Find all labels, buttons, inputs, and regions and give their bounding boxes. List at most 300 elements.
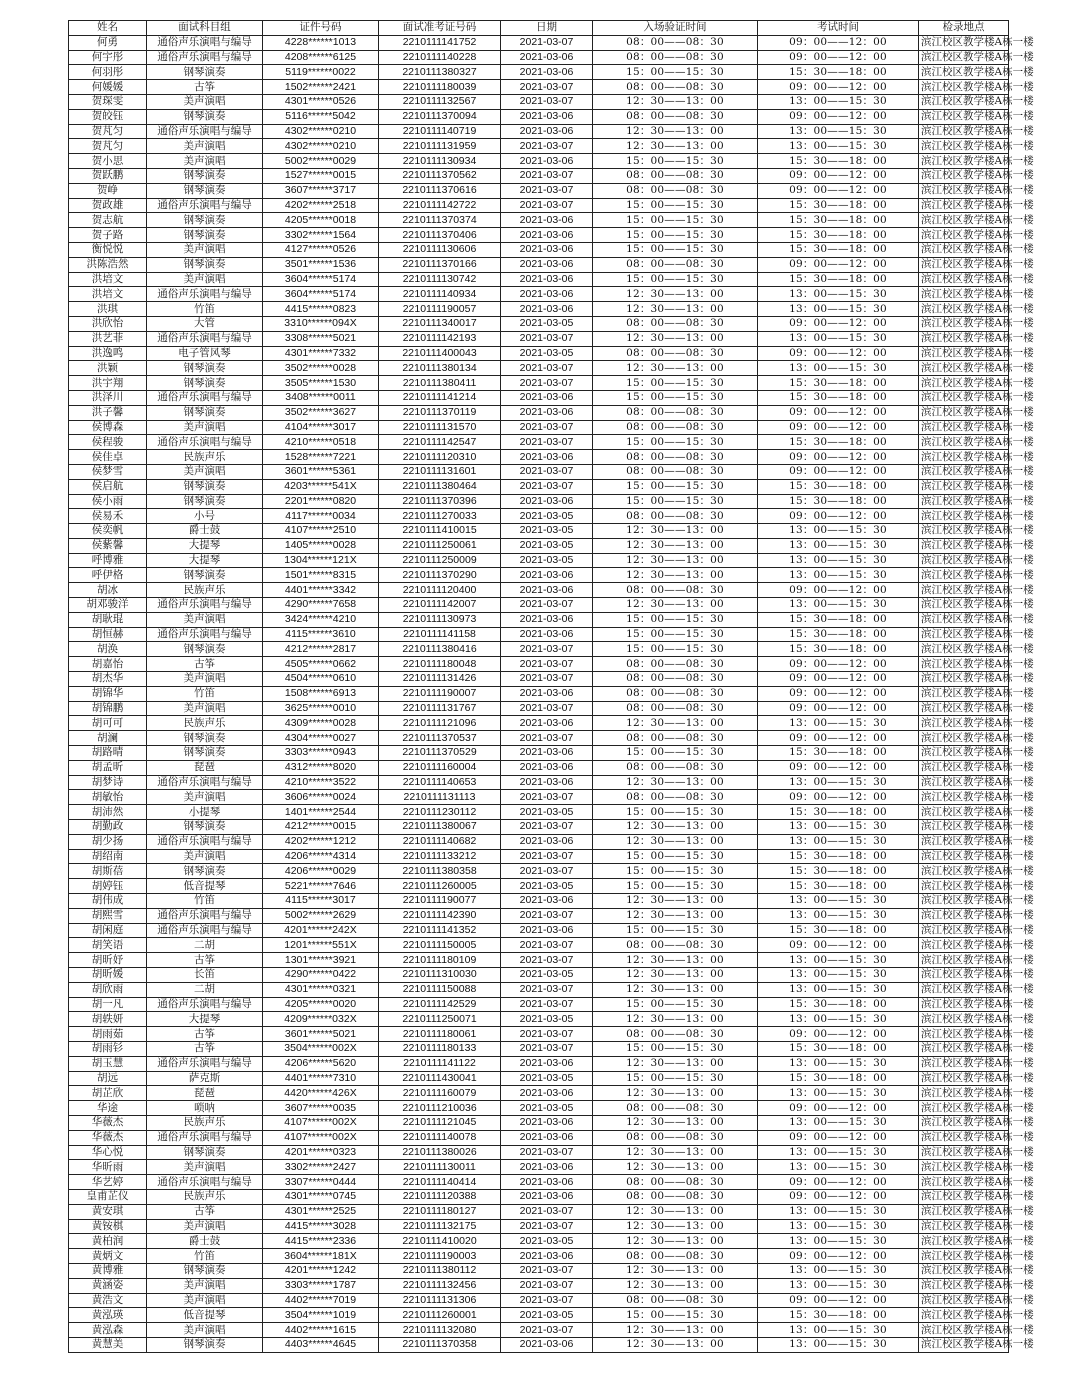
table-row (69, 1234, 1009, 1249)
cell-id-number: 4117******0034 (263, 509, 379, 524)
table-row (69, 908, 1009, 923)
cell-check-in-time: 12：30——13：00 (593, 553, 758, 568)
cell-subject-group: 低音提琴 (147, 879, 263, 894)
cell-subject-group: 钢琴演奏 (147, 731, 263, 746)
table-row (69, 612, 1009, 627)
cell-id-number: 4201******1242 (263, 1263, 379, 1278)
cell-check-in-time: 15：00——15：30 (593, 228, 758, 243)
cell-subject-group: 古筝 (147, 80, 263, 95)
cell-exam-time: 15：30——18：00 (758, 627, 919, 642)
cell-location: 滨江校区教学楼A栋一楼 (919, 775, 1009, 790)
cell-location: 滨江校区教学楼A栋一楼 (919, 538, 1009, 553)
cell-exam-time: 15：30——18：00 (758, 805, 919, 820)
cell-exam-time: 13：00——15：30 (758, 287, 919, 302)
table-row (69, 35, 1009, 50)
cell-subject-group: 钢琴演奏 (147, 746, 263, 761)
cell-exam-time: 13：00——15：30 (758, 1056, 919, 1071)
cell-exam-time: 13：00——15：30 (758, 1278, 919, 1293)
cell-location: 滨江校区教学楼A栋一楼 (919, 257, 1009, 272)
cell-location: 滨江校区教学楼A栋一楼 (919, 1308, 1009, 1323)
cell-id-number: 4206******4314 (263, 849, 379, 864)
cell-check-in-time: 12：30——13：00 (593, 1337, 758, 1352)
cell-check-in-time: 08：00——08：30 (593, 1249, 758, 1264)
cell-date: 2021-03-07 (501, 80, 593, 95)
cell-exam-time: 09：00——12：00 (758, 35, 919, 50)
cell-check-in-time: 08：00——08：30 (593, 464, 758, 479)
table-row (69, 464, 1009, 479)
cell-id-number: 4309******0028 (263, 716, 379, 731)
cell-check-in-time: 08：00——08：30 (593, 1130, 758, 1145)
cell-subject-group: 通俗声乐演唱与编导 (147, 331, 263, 346)
cell-check-in-time: 15：00——15：30 (593, 849, 758, 864)
cell-admission-number: 2210111132456 (379, 1278, 501, 1293)
table-row (69, 287, 1009, 302)
cell-location: 滨江校区教学楼A栋一楼 (919, 1263, 1009, 1278)
cell-id-number: 4107******002X (263, 1115, 379, 1130)
cell-date: 2021-03-06 (501, 1086, 593, 1101)
cell-check-in-time: 15：00——15：30 (593, 1308, 758, 1323)
cell-admission-number: 2210111370616 (379, 183, 501, 198)
cell-check-in-time: 12：30——13：00 (593, 124, 758, 139)
cell-name: 侯程骏 (69, 435, 147, 450)
cell-admission-number: 2210111140682 (379, 834, 501, 849)
cell-admission-number: 2210111141352 (379, 923, 501, 938)
cell-location: 滨江校区教学楼A栋一楼 (919, 1323, 1009, 1338)
cell-exam-time: 15：30——18：00 (758, 1041, 919, 1056)
table-row (69, 627, 1009, 642)
table-row (69, 1086, 1009, 1101)
cell-name: 华薇杰 (69, 1130, 147, 1145)
cell-name: 呼伊格 (69, 568, 147, 583)
cell-admission-number: 2210111370537 (379, 731, 501, 746)
cell-date: 2021-03-07 (501, 1041, 593, 1056)
cell-id-number: 2201******0820 (263, 494, 379, 509)
cell-subject-group: 大提琴 (147, 538, 263, 553)
cell-subject-group: 通俗声乐演唱与编导 (147, 50, 263, 65)
cell-location: 滨江校区教学楼A栋一楼 (919, 376, 1009, 391)
cell-subject-group: 古筝 (147, 1041, 263, 1056)
cell-exam-time: 09：00——12：00 (758, 657, 919, 672)
cell-date: 2021-03-06 (501, 568, 593, 583)
cell-admission-number: 2210111160079 (379, 1086, 501, 1101)
cell-date: 2021-03-06 (501, 834, 593, 849)
cell-id-number: 4415******0823 (263, 302, 379, 317)
cell-date: 2021-03-07 (501, 479, 593, 494)
cell-id-number: 4205******0018 (263, 213, 379, 228)
cell-name: 胡少扬 (69, 834, 147, 849)
cell-exam-time: 15：30——18：00 (758, 154, 919, 169)
cell-subject-group: 电子管风琴 (147, 346, 263, 361)
cell-date: 2021-03-07 (501, 376, 593, 391)
cell-date: 2021-03-07 (501, 168, 593, 183)
cell-check-in-time: 12：30——13：00 (593, 716, 758, 731)
table-row (69, 864, 1009, 879)
cell-name: 胡杰华 (69, 672, 147, 687)
cell-admission-number: 2210111380358 (379, 864, 501, 879)
table-row (69, 450, 1009, 465)
cell-location: 滨江校区教学楼A栋一楼 (919, 390, 1009, 405)
cell-check-in-time: 12：30——13：00 (593, 302, 758, 317)
cell-subject-group: 通俗声乐演唱与编导 (147, 1130, 263, 1145)
cell-date: 2021-03-07 (501, 361, 593, 376)
cell-exam-time: 09：00——12：00 (758, 1175, 919, 1190)
cell-subject-group: 古筝 (147, 1204, 263, 1219)
cell-date: 2021-03-07 (501, 420, 593, 435)
cell-exam-time: 13：00——15：30 (758, 124, 919, 139)
cell-exam-time: 09：00——12：00 (758, 80, 919, 95)
cell-id-number: 4208******6125 (263, 50, 379, 65)
cell-name: 黄博雅 (69, 1263, 147, 1278)
cell-admission-number: 2210111131306 (379, 1293, 501, 1308)
cell-admission-number: 2210111380327 (379, 65, 501, 80)
cell-location: 滨江校区教学楼A栋一楼 (919, 1204, 1009, 1219)
cell-name: 胡玉慧 (69, 1056, 147, 1071)
cell-location: 滨江校区教学楼A栋一楼 (919, 94, 1009, 109)
cell-name: 胡笑语 (69, 938, 147, 953)
cell-exam-time: 15：30——18：00 (758, 376, 919, 391)
table-row (69, 760, 1009, 775)
cell-admission-number: 2210111142722 (379, 198, 501, 213)
cell-subject-group: 大管 (147, 316, 263, 331)
cell-name: 胡孟昕 (69, 760, 147, 775)
cell-id-number: 4312******8020 (263, 760, 379, 775)
cell-admission-number: 2210111141752 (379, 35, 501, 50)
cell-date: 2021-03-06 (501, 154, 593, 169)
cell-location: 滨江校区教学楼A栋一楼 (919, 1071, 1009, 1086)
cell-check-in-time: 15：00——15：30 (593, 1071, 758, 1086)
table-row (69, 849, 1009, 864)
cell-id-number: 3307******0444 (263, 1175, 379, 1190)
cell-check-in-time: 08：00——08：30 (593, 257, 758, 272)
cell-id-number: 4504******0610 (263, 672, 379, 687)
header-row (69, 21, 1009, 36)
cell-exam-time: 09：00——12：00 (758, 731, 919, 746)
cell-check-in-time: 08：00——08：30 (593, 1101, 758, 1116)
cell-exam-time: 13：00——15：30 (758, 1323, 919, 1338)
table-row (69, 331, 1009, 346)
cell-date: 2021-03-05 (501, 1234, 593, 1249)
cell-check-in-time: 08：00——08：30 (593, 657, 758, 672)
cell-location: 滨江校区教学楼A栋一楼 (919, 1160, 1009, 1175)
table-row (69, 316, 1009, 331)
cell-name: 黄铵棋 (69, 1219, 147, 1234)
cell-location: 滨江校区教学楼A栋一楼 (919, 894, 1009, 909)
cell-location: 滨江校区教学楼A栋一楼 (919, 553, 1009, 568)
cell-subject-group: 钢琴演奏 (147, 494, 263, 509)
cell-subject-group: 钢琴演奏 (147, 65, 263, 80)
cell-admission-number: 2210111131426 (379, 672, 501, 687)
cell-exam-time: 13：00——15：30 (758, 1160, 919, 1175)
cell-admission-number: 2210111121096 (379, 716, 501, 731)
cell-admission-number: 2210111370374 (379, 213, 501, 228)
cell-location: 滨江校区教学楼A栋一楼 (919, 834, 1009, 849)
cell-name: 华途 (69, 1101, 147, 1116)
cell-name: 侯易禾 (69, 509, 147, 524)
cell-name: 华薇杰 (69, 1115, 147, 1130)
cell-admission-number: 2210111250061 (379, 538, 501, 553)
cell-date: 2021-03-06 (501, 1175, 593, 1190)
cell-date: 2021-03-06 (501, 390, 593, 405)
cell-check-in-time: 15：00——15：30 (593, 272, 758, 287)
cell-exam-time: 09：00——12：00 (758, 183, 919, 198)
cell-id-number: 3601******5361 (263, 464, 379, 479)
cell-location: 滨江校区教学楼A栋一楼 (919, 1115, 1009, 1130)
cell-id-number: 4304******0027 (263, 731, 379, 746)
cell-check-in-time: 12：30——13：00 (593, 287, 758, 302)
cell-id-number: 3604******5174 (263, 287, 379, 302)
cell-name: 胡一凡 (69, 997, 147, 1012)
cell-admission-number: 2210111142547 (379, 435, 501, 450)
cell-location: 滨江校区教学楼A栋一楼 (919, 583, 1009, 598)
cell-check-in-time: 08：00——08：30 (593, 1189, 758, 1204)
cell-location: 滨江校区教学楼A栋一楼 (919, 746, 1009, 761)
cell-admission-number: 2210111180061 (379, 1027, 501, 1042)
cell-location: 滨江校区教学楼A栋一楼 (919, 228, 1009, 243)
cell-subject-group: 美声演唱 (147, 672, 263, 687)
table-row (69, 657, 1009, 672)
table-row (69, 686, 1009, 701)
table-row (69, 790, 1009, 805)
cell-subject-group: 钢琴演奏 (147, 1263, 263, 1278)
exam-schedule-table (68, 20, 1034, 1353)
cell-subject-group: 钢琴演奏 (147, 642, 263, 657)
cell-admission-number: 2210111142390 (379, 908, 501, 923)
cell-date: 2021-03-06 (501, 746, 593, 761)
cell-check-in-time: 12：30——13：00 (593, 1234, 758, 1249)
table-row (69, 1249, 1009, 1264)
cell-id-number: 4415******3028 (263, 1219, 379, 1234)
cell-exam-time: 13：00——15：30 (758, 908, 919, 923)
cell-subject-group: 民族声乐 (147, 1189, 263, 1204)
cell-check-in-time: 15：00——15：30 (593, 1041, 758, 1056)
table-row (69, 228, 1009, 243)
cell-location: 滨江校区教学楼A栋一楼 (919, 1249, 1009, 1264)
table-row (69, 272, 1009, 287)
cell-exam-time: 13：00——15：30 (758, 1145, 919, 1160)
cell-subject-group: 美声演唱 (147, 1160, 263, 1175)
cell-location: 滨江校区教学楼A栋一楼 (919, 80, 1009, 95)
cell-subject-group: 小提琴 (147, 805, 263, 820)
cell-date: 2021-03-06 (501, 405, 593, 420)
table-row (69, 538, 1009, 553)
cell-admission-number: 2210111370119 (379, 405, 501, 420)
cell-id-number: 5221******7646 (263, 879, 379, 894)
cell-subject-group: 民族声乐 (147, 583, 263, 598)
cell-location: 滨江校区教学楼A栋一楼 (919, 479, 1009, 494)
table-row (69, 80, 1009, 95)
cell-admission-number: 2210111131601 (379, 464, 501, 479)
cell-subject-group: 通俗声乐演唱与编导 (147, 35, 263, 50)
cell-admission-number: 2210111131113 (379, 790, 501, 805)
table-row (69, 1204, 1009, 1219)
cell-exam-time: 09：00——12：00 (758, 1293, 919, 1308)
cell-location: 滨江校区教学楼A栋一楼 (919, 435, 1009, 450)
cell-location: 滨江校区教学楼A栋一楼 (919, 242, 1009, 257)
cell-subject-group: 美声演唱 (147, 464, 263, 479)
cell-location: 滨江校区教学楼A栋一楼 (919, 568, 1009, 583)
cell-location: 滨江校区教学楼A栋一楼 (919, 494, 1009, 509)
cell-subject-group: 古筝 (147, 657, 263, 672)
cell-date: 2021-03-07 (501, 820, 593, 835)
cell-id-number: 3501******1536 (263, 257, 379, 272)
cell-date: 2021-03-06 (501, 1337, 593, 1352)
cell-subject-group: 美声演唱 (147, 1293, 263, 1308)
table-row (69, 923, 1009, 938)
cell-date: 2021-03-07 (501, 790, 593, 805)
cell-check-in-time: 08：00——08：30 (593, 420, 758, 435)
cell-date: 2021-03-06 (501, 242, 593, 257)
cell-check-in-time: 15：00——15：30 (593, 242, 758, 257)
cell-check-in-time: 08：00——08：30 (593, 168, 758, 183)
cell-exam-time: 09：00——12：00 (758, 1130, 919, 1145)
cell-admission-number: 2210111130973 (379, 612, 501, 627)
cell-id-number: 3408******0011 (263, 390, 379, 405)
cell-exam-time: 13：00——15：30 (758, 568, 919, 583)
cell-id-number: 4505******0662 (263, 657, 379, 672)
table-row (69, 1071, 1009, 1086)
cell-exam-time: 13：00——15：30 (758, 361, 919, 376)
cell-date: 2021-03-07 (501, 1323, 593, 1338)
table-row (69, 1219, 1009, 1234)
cell-name: 侯启航 (69, 479, 147, 494)
cell-date: 2021-03-06 (501, 228, 593, 243)
cell-date: 2021-03-06 (501, 272, 593, 287)
cell-admission-number: 2210111133212 (379, 849, 501, 864)
cell-exam-time: 15：30——18：00 (758, 864, 919, 879)
cell-id-number: 4402******7019 (263, 1293, 379, 1308)
cell-name: 黄泓瑛 (69, 1308, 147, 1323)
cell-admission-number: 2210111131570 (379, 420, 501, 435)
cell-check-in-time: 08：00——08：30 (593, 183, 758, 198)
cell-admission-number: 2210111370562 (379, 168, 501, 183)
cell-location: 滨江校区教学楼A栋一楼 (919, 879, 1009, 894)
cell-subject-group: 唢呐 (147, 1101, 263, 1116)
cell-id-number: 1528******7221 (263, 450, 379, 465)
cell-subject-group: 竹笛 (147, 302, 263, 317)
cell-name: 贺跃鹏 (69, 168, 147, 183)
cell-admission-number: 2210111180133 (379, 1041, 501, 1056)
cell-name: 何宇彤 (69, 50, 147, 65)
table-row (69, 257, 1009, 272)
cell-name: 贺芃匀 (69, 124, 147, 139)
cell-location: 滨江校区教学楼A栋一楼 (919, 731, 1009, 746)
cell-date: 2021-03-05 (501, 968, 593, 983)
cell-location: 滨江校区教学楼A栋一楼 (919, 938, 1009, 953)
cell-id-number: 4202******2518 (263, 198, 379, 213)
cell-subject-group: 通俗声乐演唱与编导 (147, 1175, 263, 1190)
cell-name: 胡闲庭 (69, 923, 147, 938)
cell-location: 滨江校区教学楼A栋一楼 (919, 302, 1009, 317)
cell-check-in-time: 15：00——15：30 (593, 997, 758, 1012)
cell-id-number: 4127******0526 (263, 242, 379, 257)
cell-subject-group: 钢琴演奏 (147, 1145, 263, 1160)
cell-admission-number: 2210111180039 (379, 80, 501, 95)
cell-id-number: 4210******3522 (263, 775, 379, 790)
table-row (69, 1337, 1009, 1352)
cell-exam-time: 15：30——18：00 (758, 228, 919, 243)
cell-location: 滨江校区教学楼A栋一楼 (919, 982, 1009, 997)
cell-location: 滨江校区教学楼A栋一楼 (919, 1293, 1009, 1308)
cell-admission-number: 2210111230112 (379, 805, 501, 820)
cell-subject-group: 美声演唱 (147, 790, 263, 805)
cell-id-number: 3310******094X (263, 316, 379, 331)
cell-name: 胡雨钐 (69, 1041, 147, 1056)
cell-admission-number: 2210111250071 (379, 1012, 501, 1027)
table-row (69, 1012, 1009, 1027)
cell-name: 洪培文 (69, 287, 147, 302)
cell-check-in-time: 08：00——08：30 (593, 509, 758, 524)
cell-location: 滨江校区教学楼A栋一楼 (919, 154, 1009, 169)
cell-subject-group: 爵士鼓 (147, 524, 263, 539)
cell-admission-number: 2210111130606 (379, 242, 501, 257)
cell-date: 2021-03-06 (501, 124, 593, 139)
cell-date: 2021-03-06 (501, 109, 593, 124)
table-body (69, 35, 1034, 1352)
cell-exam-time: 09：00——12：00 (758, 1249, 919, 1264)
cell-subject-group: 古筝 (147, 953, 263, 968)
cell-id-number: 4302******0210 (263, 139, 379, 154)
cell-exam-time: 15：30——18：00 (758, 479, 919, 494)
cell-exam-time: 15：30——18：00 (758, 879, 919, 894)
cell-id-number: 1401******2544 (263, 805, 379, 820)
table-row (69, 1263, 1009, 1278)
cell-location: 滨江校区教学楼A栋一楼 (919, 1234, 1009, 1249)
cell-location: 滨江校区教学楼A栋一楼 (919, 1027, 1009, 1042)
table-row (69, 1278, 1009, 1293)
cell-check-in-time: 12：30——13：00 (593, 538, 758, 553)
cell-check-in-time: 15：00——15：30 (593, 376, 758, 391)
cell-date: 2021-03-05 (501, 509, 593, 524)
cell-check-in-time: 12：30——13：00 (593, 1056, 758, 1071)
cell-admission-number: 2210111380112 (379, 1263, 501, 1278)
cell-name: 黄涵姿 (69, 1278, 147, 1293)
cell-name: 胡昕媛 (69, 968, 147, 983)
cell-exam-time: 15：30——18：00 (758, 390, 919, 405)
table-row (69, 553, 1009, 568)
table-row (69, 746, 1009, 761)
cell-admission-number: 2210111370358 (379, 1337, 501, 1352)
cell-id-number: 1405******0028 (263, 538, 379, 553)
cell-id-number: 4301******0745 (263, 1189, 379, 1204)
cell-date: 2021-03-07 (501, 864, 593, 879)
cell-check-in-time: 15：00——15：30 (593, 154, 758, 169)
table-row (69, 1130, 1009, 1145)
cell-subject-group: 钢琴演奏 (147, 228, 263, 243)
cell-date: 2021-03-05 (501, 879, 593, 894)
cell-id-number: 4206******0029 (263, 864, 379, 879)
cell-admission-number: 2210111410015 (379, 524, 501, 539)
cell-date: 2021-03-06 (501, 50, 593, 65)
cell-date: 2021-03-07 (501, 198, 593, 213)
cell-name: 黄浩文 (69, 1293, 147, 1308)
cell-check-in-time: 12：30——13：00 (593, 834, 758, 849)
cell-name: 洪颖 (69, 361, 147, 376)
cell-check-in-time: 15：00——15：30 (593, 390, 758, 405)
cell-check-in-time: 08：00——08：30 (593, 35, 758, 50)
cell-exam-time: 13：00——15：30 (758, 1263, 919, 1278)
cell-check-in-time: 12：30——13：00 (593, 1086, 758, 1101)
cell-id-number: 3302******2427 (263, 1160, 379, 1175)
table-row (69, 1160, 1009, 1175)
cell-subject-group: 竹笛 (147, 894, 263, 909)
table-row (69, 834, 1009, 849)
cell-name: 胡芷欣 (69, 1086, 147, 1101)
cell-subject-group: 美声演唱 (147, 612, 263, 627)
cell-exam-time: 09：00——12：00 (758, 109, 919, 124)
cell-subject-group: 通俗声乐演唱与编导 (147, 598, 263, 613)
table-row (69, 1189, 1009, 1204)
cell-location: 滨江校区教学楼A栋一楼 (919, 701, 1009, 716)
